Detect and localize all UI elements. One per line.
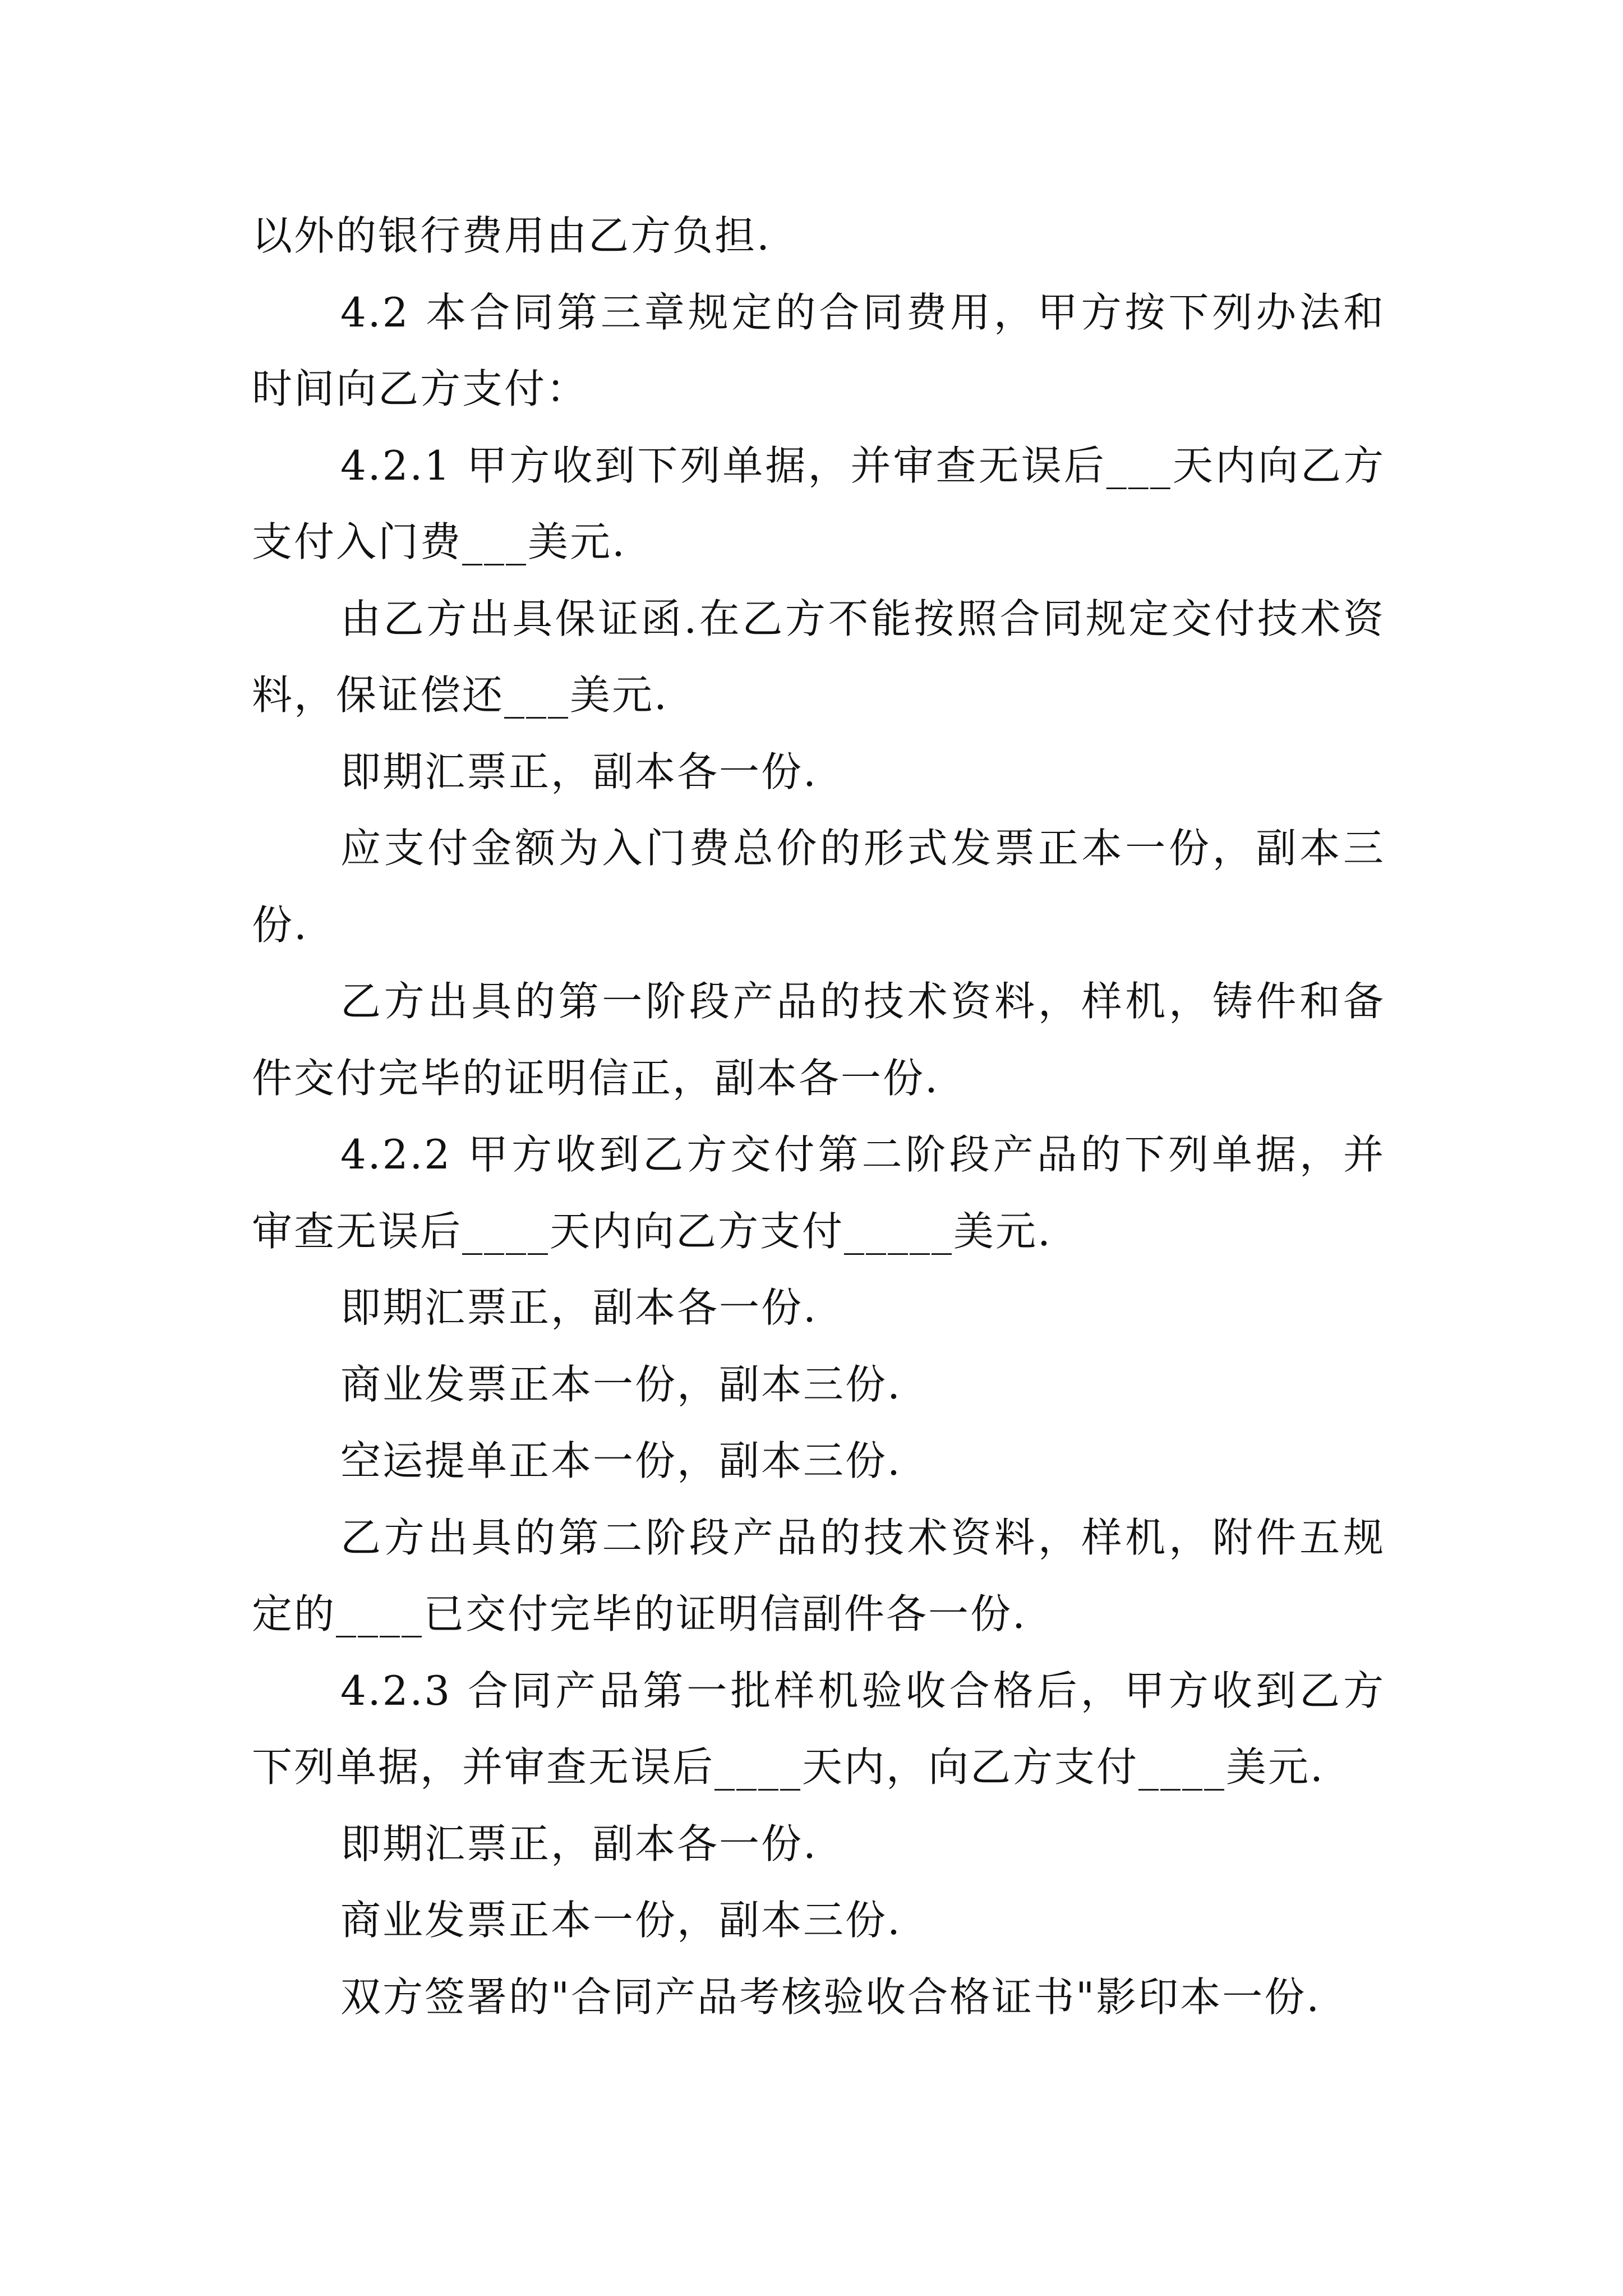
paragraph: 4.2.1 甲方收到下列单据，并审查无误后___天内向乙方支付入门费___美元. [252, 441, 1385, 565]
paragraph: 应支付金额为入门费总价的形式发票正本一份，副本三份. [252, 825, 1385, 949]
paragraph: 空运提单正本一份，副本三份. [340, 1437, 902, 1484]
paragraph: 商业发票正本一份，副本三份. [340, 1360, 902, 1408]
paragraph: 4.2 本合同第三章规定的合同费用，甲方按下列办法和时间向乙方支付： [252, 288, 1385, 412]
paragraph: 由乙方出具保证函.在乙方不能按照合同规定交付技术资料，保证偿还___美元. [252, 595, 1385, 719]
paragraph: 乙方出具的第二阶段产品的技术资料，样机，附件五规定的____已交付完毕的证明信副件各一份. [252, 1513, 1385, 1637]
paragraph: 商业发票正本一份，副本三份. [340, 1897, 902, 1944]
paragraph: 即期汇票正，副本各一份. [340, 1284, 818, 1331]
paragraph: 4.2.3 合同产品第一批样机验收合格后，甲方收到乙方下列单据，并审查无误后____天内，向乙方支付____美元. [252, 1667, 1385, 1791]
paragraph: 4.2.2 甲方收到乙方交付第二阶段产品的下列单据，并审查无误后____天内向乙方支付_____美元. [252, 1131, 1385, 1255]
paragraph: 即期汇票正，副本各一份. [340, 1820, 818, 1867]
contract-body-text [252, 197, 1385, 2035]
paragraph: 乙方出具的第一阶段产品的技术资料，样机，铸件和备件交付完毕的证明信正，副本各一份. [252, 978, 1385, 1102]
paragraph: 以外的银行费用由乙方负担. [252, 212, 771, 259]
paragraph: 即期汇票正，副本各一份. [340, 748, 818, 795]
paragraph: 双方签署的"合同产品考核验收合格证书"影印本一份. [340, 1973, 1321, 2021]
